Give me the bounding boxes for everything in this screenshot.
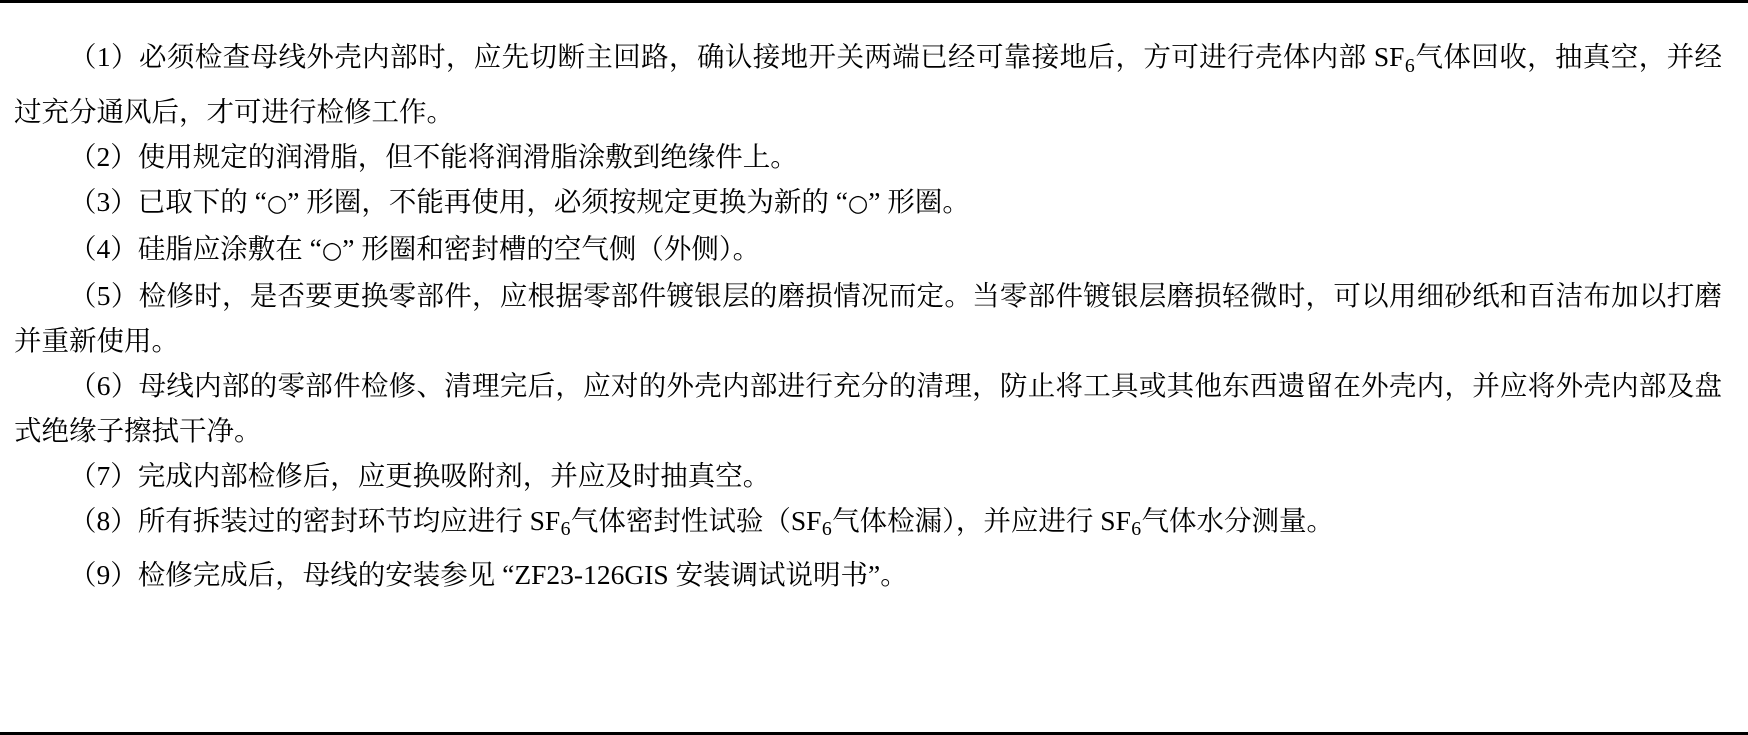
latin-text: SF [1100,504,1131,536]
paragraph-text: 气体密封性试验（ [570,504,791,536]
paragraph-item-6 [14,363,1722,453]
paragraph-text: ” 形圈，不能再使用，必须按规定更换为新的 “ [287,185,848,217]
list-number: （1） [69,41,139,72]
latin-text: ZF23-126GIS [514,559,669,591]
o-ring-circle-glyph: ○ [321,235,343,264]
list-number: （4） [69,232,138,264]
paragraph-text: 所有拆装过的密封环节均应进行 [137,504,530,536]
paragraph-item-7 [14,453,1722,498]
list-number: （3） [69,185,138,217]
paragraph-item-5 [14,273,1722,363]
paragraph-item-1 [14,34,1722,134]
paragraph-text: 气体回收，抽真空，并经过充分通风后，才可进行检修工作。 [14,41,1723,127]
list-number: （7） [69,459,138,491]
o-ring-circle-glyph: ○ [266,188,288,217]
o-ring-circle-glyph: ○ [847,188,869,217]
paragraph-text: 使用规定的润滑脂，但不能将润滑脂涂敷到绝缘件上。 [137,140,798,172]
paragraph-text: ” 形圈和密封槽的空气侧（外侧）。 [342,232,761,264]
document-body [14,34,1722,597]
list-number: （5） [69,279,139,311]
paragraph-text: 安装调试说明书”。 [668,559,908,591]
paragraph-item-4 [14,226,1722,273]
subscript-text: 6 [560,518,571,541]
latin-text: SF [790,504,822,536]
paragraph-text: 完成内部检修后，应更换吸附剂，并应及时抽真空。 [137,459,771,491]
latin-text: SF [1373,41,1405,72]
paragraph-text: 气体检漏），并应进行 [832,504,1101,536]
latin-text: SF [529,504,561,536]
paragraph-item-3 [14,179,1722,226]
top-horizontal-rule [0,0,1748,3]
paragraph-item-9 [14,552,1722,597]
list-number: （8） [69,504,138,536]
subscript-text: 6 [1131,518,1142,541]
paragraph-text: 必须检查母线外壳内部时，应先切断主回路，确认接地开关两端已经可靠接地后，方可进行壳体内部 [138,41,1374,72]
paragraph-text: 检修时，是否要更换零部件，应根据零部件镀银层的磨损情况而定。当零部件镀银层磨损轻微时，可以用细砂纸和百洁布加以打磨并重新使用。 [14,279,1723,356]
subscript-text: 6 [821,518,832,541]
paragraph-item-2 [14,134,1722,179]
paragraph-item-8 [14,498,1722,553]
list-number: （2） [69,140,138,172]
list-number: （9） [69,559,138,591]
list-number: （6） [69,369,139,401]
paragraph-text: 检修完成后，母线的安装参见 “ [137,559,515,591]
paragraph-text: 气体水分测量。 [1141,504,1335,536]
paragraph-text: 硅脂应涂敷在 “ [137,232,322,264]
paragraph-text: 已取下的 “ [137,185,267,217]
paragraph-text: 母线内部的零部件检修、清理完后，应对的外壳内部进行充分的清理，防止将工具或其他东西遗留在外壳内，并应将外壳内部及盘式绝缘子擦拭干净。 [14,369,1723,446]
paragraph-text: ” 形圈。 [868,185,970,217]
subscript-text: 6 [1404,54,1415,77]
